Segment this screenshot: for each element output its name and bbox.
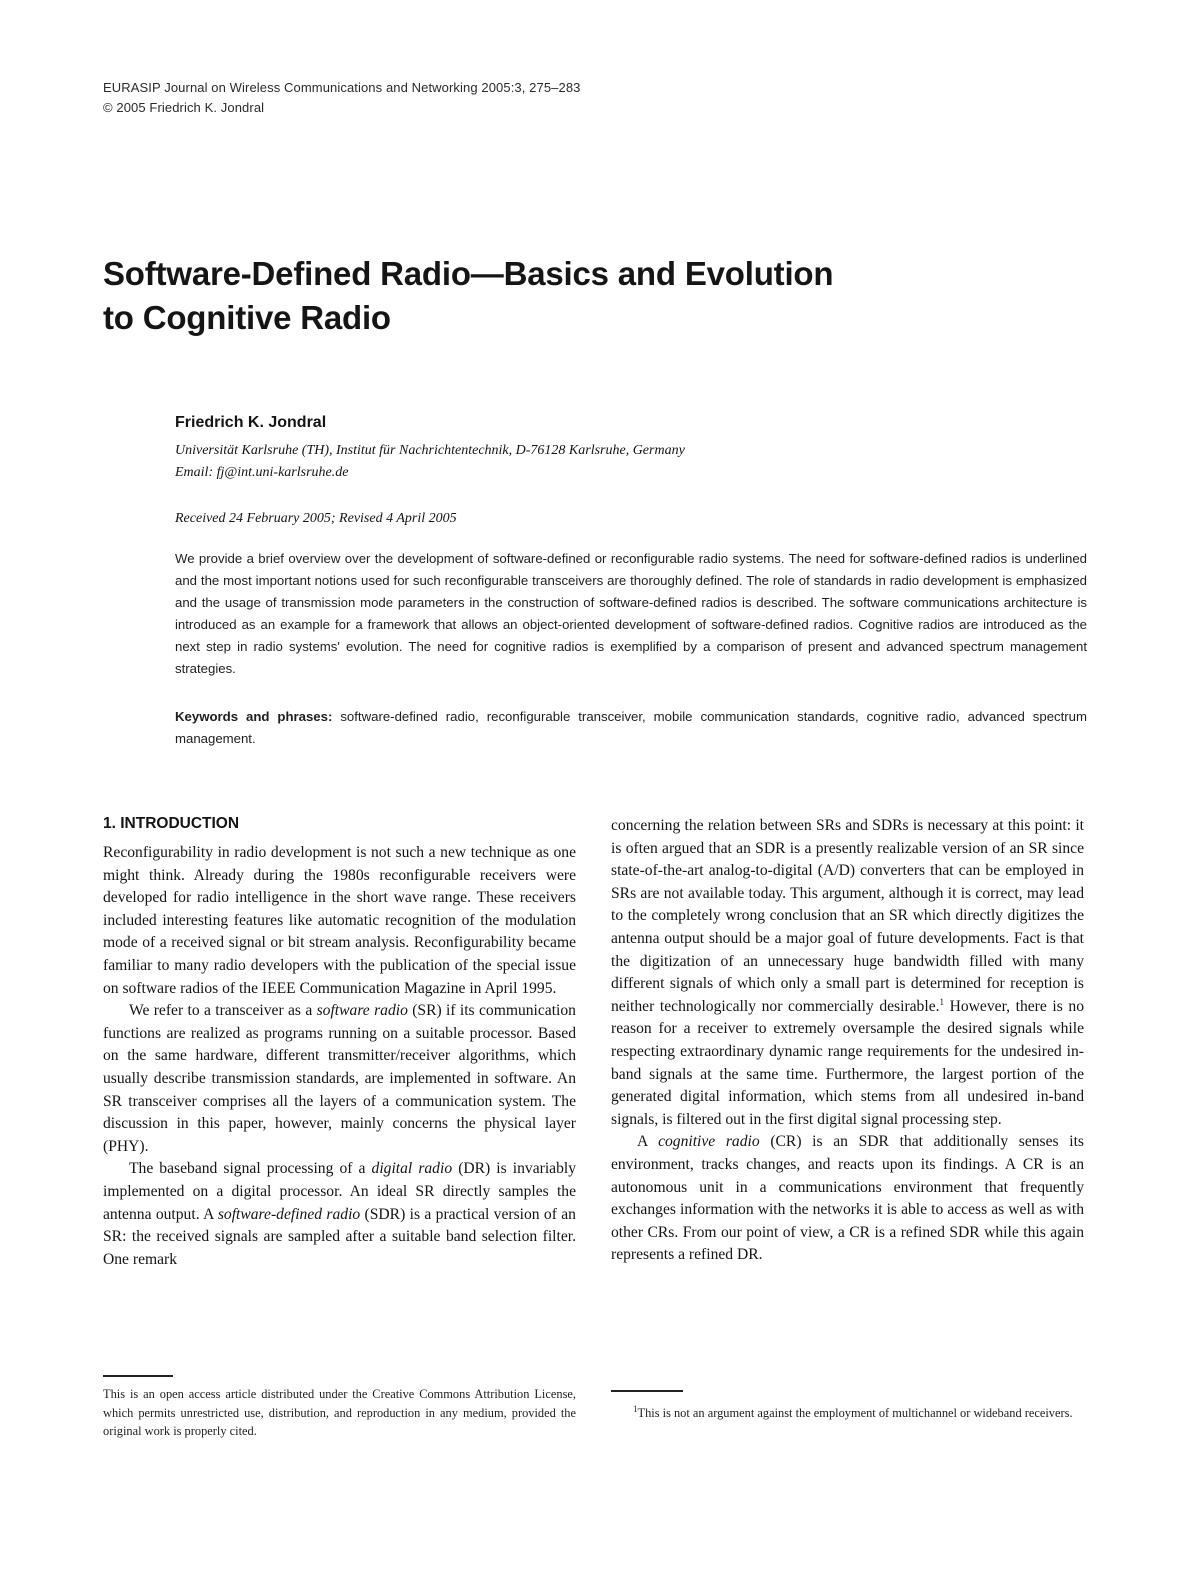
received-dates: Received 24 February 2005; Revised 4 April 2005 — [175, 511, 457, 526]
author-name: Friedrich K. Jondral — [175, 414, 327, 431]
footnote-divider-right — [611, 1390, 683, 1392]
intro-paragraph-2 — [103, 1000, 576, 1158]
intro-paragraph-4 — [611, 815, 1084, 1131]
text-span: (CR) is an SDR that additionally senses its environment, tracks changes, and reacts upon its findings. A CR is an autonomous unit in a communications environment that frequently exchanges information with the networks it is able to access as well as with other CRs. From our point of view, a CR is a refined SDR while this again represents a refined DR. — [611, 1133, 1085, 1264]
author-affiliation: Universität Karlsruhe (TH), Institut für Nachrichtentechnik, D-76128 Karlsruhe, Germany — [175, 443, 685, 458]
intro-paragraph-3 — [103, 1158, 576, 1271]
section-heading-introduction: 1. INTRODUCTION — [103, 815, 240, 832]
footnote-1-text: This is not an argument against the employment of multichannel or wideband receivers. — [637, 1406, 1073, 1420]
abstract: We provide a brief overview over the development of software-defined or reconfigurable radio systems. The need for software-defined radios is underlined and the most important notions used for such reconfigurable transceivers are thoroughly defined. The role of standards in radio development is emphasized and the usage of transmission mode parameters in the construction of software-defined radios is described. The software communications architecture is introduced as an example for a framework that allows an object-oriented development of software-defined radios. Cognitive radios are introduced as the next step in radio systems' evolution. The need for cognitive radios is exemplified by a comparison of present and advanced spectrum management strategies. — [175, 551, 1087, 676]
term-software-radio: software radio — [316, 1002, 408, 1020]
text-span: (SR) if its communication functions are realized as programs running on a suitable processor. Based on the same hardware, different transmitter/receiver algorithms, which usually describe transmission standards, are implemented in software. An SR transceiver comprises all the layers of a communication system. The discussion in this paper, however, mainly concerns the physical layer (PHY). — [103, 1002, 576, 1155]
paper-title — [103, 252, 1063, 340]
keywords-text: software-defined radio, reconfigurable transceiver, mobile communication standards, cognitive radio, advanced spectrum management. — [175, 709, 1087, 746]
intro-paragraph-5 — [611, 1131, 1084, 1267]
footnote-reference: 1 — [939, 996, 945, 1007]
right-column — [611, 815, 1084, 1267]
journal-citation: EURASIP Journal on Wireless Communications and Networking 2005:3, 275–283 — [103, 80, 581, 95]
author-email: Email: fj@int.uni-karlsruhe.de — [175, 465, 349, 480]
text-span: The baseband signal processing of a — [129, 1160, 372, 1178]
text-span: We refer to a transceiver as a — [129, 1002, 317, 1020]
keywords-label: Keywords and phrases: — [175, 709, 333, 724]
intro-paragraph-1: Reconfigurability in radio development is not such a new technique as one might think. Already during the 1980s reconfigurable receivers were developed for radio intelligence in the short wave range. These receivers included interesting features like automatic recognition of the modulation mode of a received signal or bit stream analysis. Reconfigurability became familiar to many radio developers with the publication of the special issue on software radios of the IEEE Communication Magazine in April 1995. — [103, 844, 576, 997]
footnote-1 — [611, 1404, 1084, 1423]
title-line-2: to Cognitive Radio — [103, 299, 391, 336]
term-cognitive-radio: cognitive radio — [658, 1133, 760, 1151]
title-line-1: Software-Defined Radio—Basics and Evolution — [103, 255, 834, 292]
footnote-divider-left — [103, 1375, 173, 1377]
text-span: concerning the relation between SRs and SDRs is necessary at this point: it is often argued that an SDR is a presently realizable version of an SR since state-of-the-art analog-to-digital (A/D) converters that can be employed in SRs are not available today. This argument, although it is correct, may lead to the completely wrong conclusion that an SR which directly digitizes the antenna output should be a major goal of future developments. Fact is that the digitization of an unnecessary huge bandwidth filled with many different signals of which only a small part is determined for reception is neither technologically nor commercially desirable. — [611, 817, 1084, 1015]
text-span: (DR) is invariably implemented on a digital processor. An ideal SR directly samples the antenna output. A — [103, 1160, 576, 1223]
keywords — [175, 706, 1087, 750]
term-digital-radio: digital radio — [371, 1160, 453, 1178]
text-span: (SDR) is a practical version of an SR: the received signals are sampled after a suitable band selection filter. One remark — [103, 1205, 576, 1268]
text-span: A — [637, 1133, 659, 1151]
left-column — [103, 842, 576, 1271]
term-software-defined-radio: software-defined radio — [217, 1205, 361, 1223]
footnote-marker: 1 — [633, 1403, 638, 1414]
copyright-line: © 2005 Friedrich K. Jondral — [103, 100, 265, 115]
license-footnote: This is an open access article distributed under the Creative Commons Attribution License, which permits unrestricted use, distribution, and reproduction in any medium, provided the original work is properly cited. — [103, 1387, 576, 1438]
text-span: However, there is no reason for a receiver to extremely oversample the desired signals while respecting extraordinary dynamic range requirements for the undesired in-band signals at the same time. Furthermore, the largest portion of the generated digital information, which stems from all undesired in-band signals, is filtered out in the first digital signal processing step. — [611, 997, 1084, 1128]
